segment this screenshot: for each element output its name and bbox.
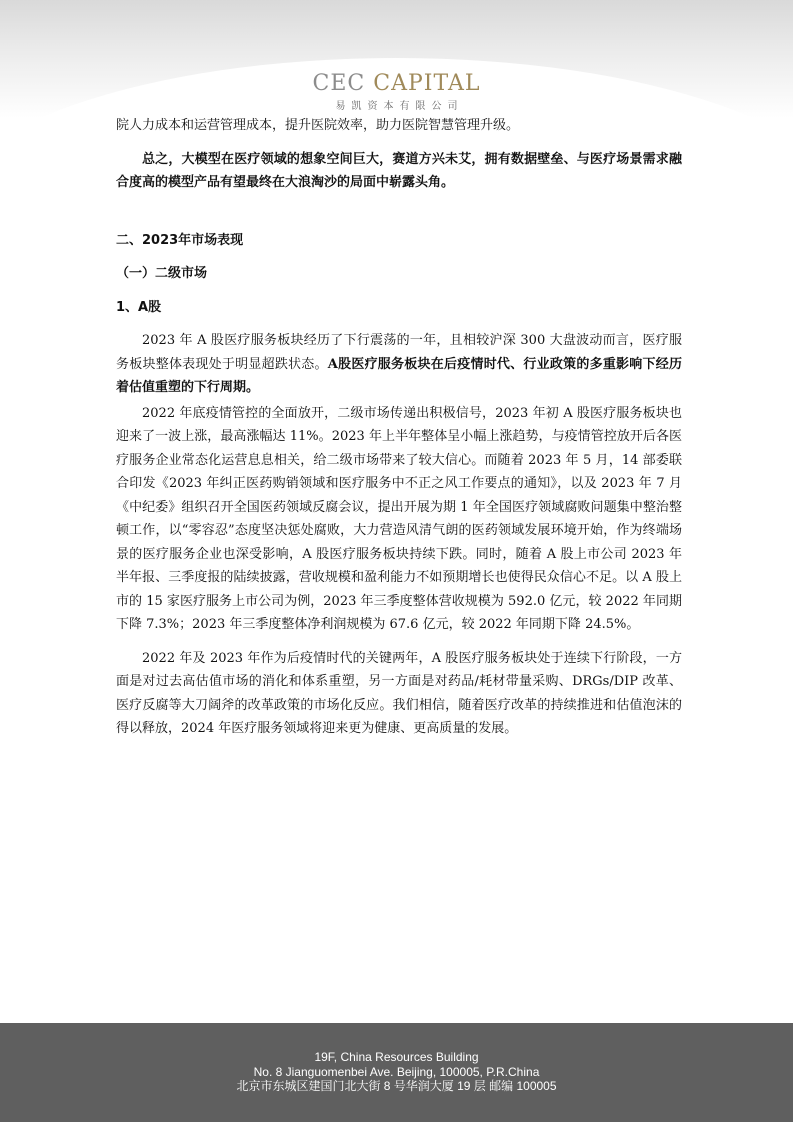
page-footer bbox=[0, 1023, 793, 1122]
subsection-heading: （一）二级市场 bbox=[116, 266, 208, 281]
paragraph-3: 2022 年及 2023 年作为后疫情时代的关键两年，A 股医疗服务板块处于连续下行阶段，一方面是对过去高估值市场的消化和体系重塑，另一方面是对药品/耗材带量采购、DRGs/DIP 改革、医疗反腐等大刀阔斧的改革政策的市场化反应。我们相信，随着医疗改革的持续推进和估值泡沫的得以释放，2024 年医疗服务领域将迎来更为健康、更高质量的发展。 bbox=[116, 650, 682, 736]
logo-wordmark: CEC CAPITAL bbox=[312, 71, 481, 96]
paragraph-1-normal: 2023 年 A 股医疗服务板块经历了下行震荡的一年，且相较沪深 300 大盘波动而言，医疗服务板块整体表现处于明显超跌状态。 bbox=[116, 333, 682, 372]
document-body bbox=[116, 114, 682, 741]
sub-subsection-heading: 1、A股 bbox=[116, 299, 162, 315]
footer-address bbox=[0, 1050, 793, 1094]
paragraph-summary: 总之，大模型在医疗领域的想象空间巨大，赛道方兴未艾，拥有数据壁垒、与医疗场景需求融合度高的模型产品有望最终在大浪淘沙的局面中崭露头角。 bbox=[116, 151, 682, 190]
paragraph-1-bold: A股医疗服务板块在后疫情时代、行业政策的多重影响下经历着估值重塑的下行周期。 bbox=[116, 356, 682, 395]
footer-line-3: 北京市东城区建国门北大街 8 号华润大厦 19 层 邮编 100005 bbox=[236, 1079, 557, 1093]
company-logo bbox=[0, 72, 793, 112]
paragraph-1 bbox=[116, 329, 682, 400]
logo-subtitle: 易凯资本有限公司 bbox=[335, 101, 464, 112]
footer-line-1: 19F, China Resources Building bbox=[314, 1050, 479, 1064]
footer-line-2: No. 8 Jianguomenbei Ave. Beijing, 100005, P.R.China bbox=[253, 1064, 540, 1079]
section-heading: 二、2023年市场表现 bbox=[116, 232, 244, 248]
paragraph-2: 2022 年底疫情管控的全面放开，二级市场传递出积极信号，2023 年初 A 股医疗服务板块也迎来了一波上涨，最高涨幅达 11%。2023 年上半年整体呈小幅上涨趋势，与疫情管控放开后各医疗服务企业常态化运营息息相关，给二级市场带来了较大信心。而随着 2023 年 5 月，14 部委联合印发《2023 年纠正医药购销领域和医疗服务中不正之风工作要点的通知》，以及 2023 年 7 月《中纪委》组织召开全国医药领域反腐会议，提出开展为期 1 年全国医疗领域腐败问题集中整治整顿工作，以“零容忍”态度坚决惩处腐败，大力营造风清气朗的医药领域发展环境开始，作为终端场景的医疗服务企业也深受影响，A 股医疗服务板块持续下跌。同时，随着 A 股上市公司 2023 年半年报、三季度报的陆续披露，营收规模和盈利能力不如预期增长也使得民众信心不足。以 A 股上市的 15 家医疗服务上市公司为例，2023 年三季度整体营收规模为 592.0 亿元，较 2022 年同期下降 7.3%；2023 年三季度整体净利润规模为 67.6 亿元，较 2022 年同期下降 24.5%。 bbox=[116, 405, 682, 632]
paragraph-intro-end: 院人力成本和运营管理成本，提升医院效率，助力医院智慧管理升级。 bbox=[116, 118, 520, 133]
